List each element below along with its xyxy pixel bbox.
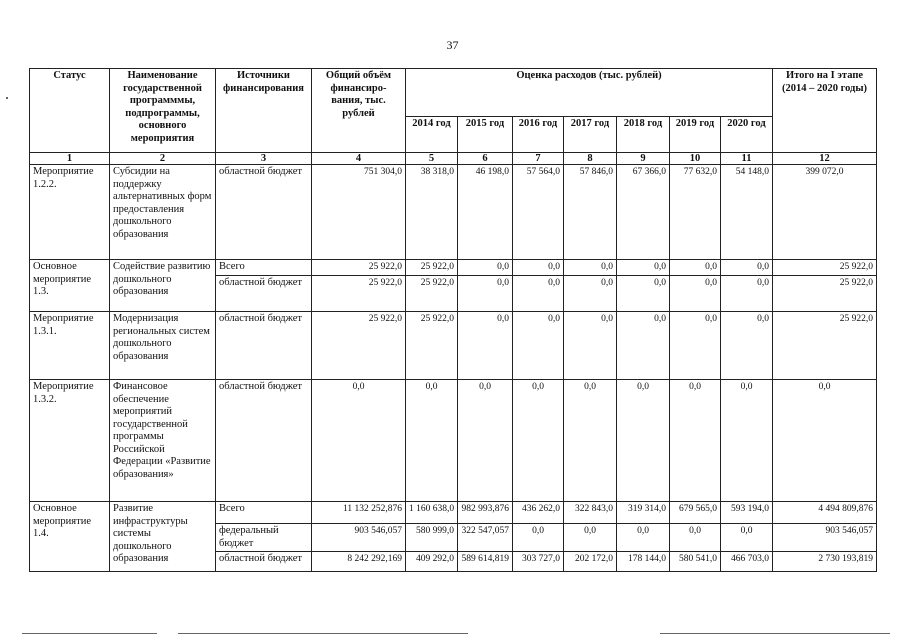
row-year-value: 67 366,0 [617,165,670,260]
column-number: 5 [406,153,458,165]
table-row [30,380,877,502]
header-total: Общий объём финансиро-вания, тыс. рублей [312,69,406,153]
row-stage-total: 399 072,0 [773,165,877,260]
row-stage-total: 0,0 [773,380,877,502]
page-number: 37 [446,38,459,52]
row-year-value: 0,0 [721,312,773,380]
row-stage-total: 4 494 809,876 [773,502,877,524]
row-year-value: 303 727,0 [513,552,564,572]
row-status: Мероприятие 1.3.1. [30,312,110,380]
row-total: 0,0 [312,380,406,502]
row-year-value: 322 843,0 [564,502,617,524]
row-status: Мероприятие 1.2.2. [30,165,110,260]
row-year-value: 0,0 [513,276,564,312]
row-total: 751 304,0 [312,165,406,260]
row-source: областной бюджет [216,312,312,380]
column-number-row [30,153,877,165]
footer-rule [178,633,468,634]
row-status: Основное мероприятие 1.4. [30,502,110,572]
table-row [30,260,877,276]
row-total: 8 242 292,169 [312,552,406,572]
row-source: областной бюджет [216,276,312,312]
row-year-value: 0,0 [721,276,773,312]
row-year-value: 57 564,0 [513,165,564,260]
header-year: 2017 год [564,117,617,153]
row-source: Всего [216,502,312,524]
row-name: Развитие инфраструктуры системы дошкольного образования [110,502,216,572]
row-year-value: 580 999,0 [406,524,458,552]
row-year-value: 0,0 [721,380,773,502]
column-number: 1 [30,153,110,165]
row-total: 25 922,0 [312,260,406,276]
row-year-value: 319 314,0 [617,502,670,524]
row-year-value: 178 144,0 [617,552,670,572]
row-total: 25 922,0 [312,276,406,312]
row-year-value: 0,0 [670,276,721,312]
row-year-value: 0,0 [458,380,513,502]
row-stage-total: 25 922,0 [773,260,877,276]
row-year-value: 54 148,0 [721,165,773,260]
column-number: 9 [617,153,670,165]
row-year-value: 466 703,0 [721,552,773,572]
row-year-value: 25 922,0 [406,260,458,276]
row-year-value: 0,0 [617,276,670,312]
row-year-value: 77 632,0 [670,165,721,260]
row-year-value: 38 318,0 [406,165,458,260]
row-name: Субсидии на поддержку альтернативных форм предоставления дошкольного образования [110,165,216,260]
row-year-value: 0,0 [513,260,564,276]
header-year: 2015 год [458,117,513,153]
row-source: областной бюджет [216,380,312,502]
row-year-value: 0,0 [564,312,617,380]
row-source: федеральный бюджет [216,524,312,552]
row-year-value: 322 547,057 [458,524,513,552]
row-year-value: 1 160 638,0 [406,502,458,524]
row-year-value: 679 565,0 [670,502,721,524]
row-year-value: 0,0 [458,260,513,276]
header-source: Источники финансирования [216,69,312,153]
row-total: 25 922,0 [312,312,406,380]
column-number: 12 [773,153,877,165]
scan-speck [6,97,8,99]
row-name: Модернизация региональных систем дошкольного образования [110,312,216,380]
row-year-value: 0,0 [406,380,458,502]
row-year-value: 0,0 [513,312,564,380]
header-year: 2019 год [670,117,721,153]
row-year-value: 0,0 [513,380,564,502]
table-header [30,69,877,165]
row-name: Содействие развитию дошкольного образования [110,260,216,312]
row-year-value: 436 262,0 [513,502,564,524]
row-year-value: 589 614,819 [458,552,513,572]
table-row [30,165,877,260]
row-status: Мероприятие 1.3.2. [30,380,110,502]
budget-table [29,68,877,572]
column-number: 11 [721,153,773,165]
row-year-value: 202 172,0 [564,552,617,572]
row-year-value: 46 198,0 [458,165,513,260]
row-year-value: 409 292,0 [406,552,458,572]
column-number: 6 [458,153,513,165]
row-name: Финансовое обеспечение мероприятий государственной программы Российской Федерации «Развитие образования» [110,380,216,502]
row-total: 903 546,057 [312,524,406,552]
row-stage-total: 25 922,0 [773,312,877,380]
row-source: областной бюджет [216,552,312,572]
row-year-value: 0,0 [513,524,564,552]
row-year-value: 0,0 [617,380,670,502]
header-year: 2014 год [406,117,458,153]
column-number: 7 [513,153,564,165]
row-source: Всего [216,260,312,276]
row-year-value: 0,0 [564,524,617,552]
row-stage-total: 25 922,0 [773,276,877,312]
row-year-value: 982 993,876 [458,502,513,524]
table-body [30,165,877,572]
row-source: областной бюджет [216,165,312,260]
row-year-value: 0,0 [617,524,670,552]
header-stage-total: Итого на I этапе (2014 – 2020 годы) [773,69,877,153]
column-number: 8 [564,153,617,165]
row-year-value: 0,0 [458,312,513,380]
column-number: 10 [670,153,721,165]
row-total: 11 132 252,876 [312,502,406,524]
footer-rule [22,633,157,634]
row-year-value: 0,0 [670,260,721,276]
row-year-value: 0,0 [458,276,513,312]
header-year: 2020 год [721,117,773,153]
row-year-value: 0,0 [617,260,670,276]
row-stage-total: 2 730 193,819 [773,552,877,572]
row-year-value: 580 541,0 [670,552,721,572]
row-year-value: 57 846,0 [564,165,617,260]
header-year: 2016 год [513,117,564,153]
row-year-value: 25 922,0 [406,312,458,380]
row-status: Основное мероприятие 1.3. [30,260,110,312]
row-year-value: 0,0 [670,380,721,502]
row-year-value: 0,0 [670,312,721,380]
row-year-value: 0,0 [721,524,773,552]
column-number: 2 [110,153,216,165]
header-name: Наименование государственной программмы, подпрограммы, основного мероприятия [110,69,216,153]
row-year-value: 0,0 [670,524,721,552]
header-estimate: Оценка расходов (тыс. рублей) [406,69,773,117]
row-year-value: 0,0 [617,312,670,380]
column-number: 4 [312,153,406,165]
row-year-value: 0,0 [564,276,617,312]
footer-rule [660,633,890,634]
table-row [30,312,877,380]
row-year-value: 25 922,0 [406,276,458,312]
row-year-value: 0,0 [564,260,617,276]
row-year-value: 0,0 [564,380,617,502]
header-year: 2018 год [617,117,670,153]
table-row [30,502,877,524]
column-number: 3 [216,153,312,165]
row-stage-total: 903 546,057 [773,524,877,552]
row-year-value: 593 194,0 [721,502,773,524]
row-year-value: 0,0 [721,260,773,276]
header-status: Статус [30,69,110,153]
